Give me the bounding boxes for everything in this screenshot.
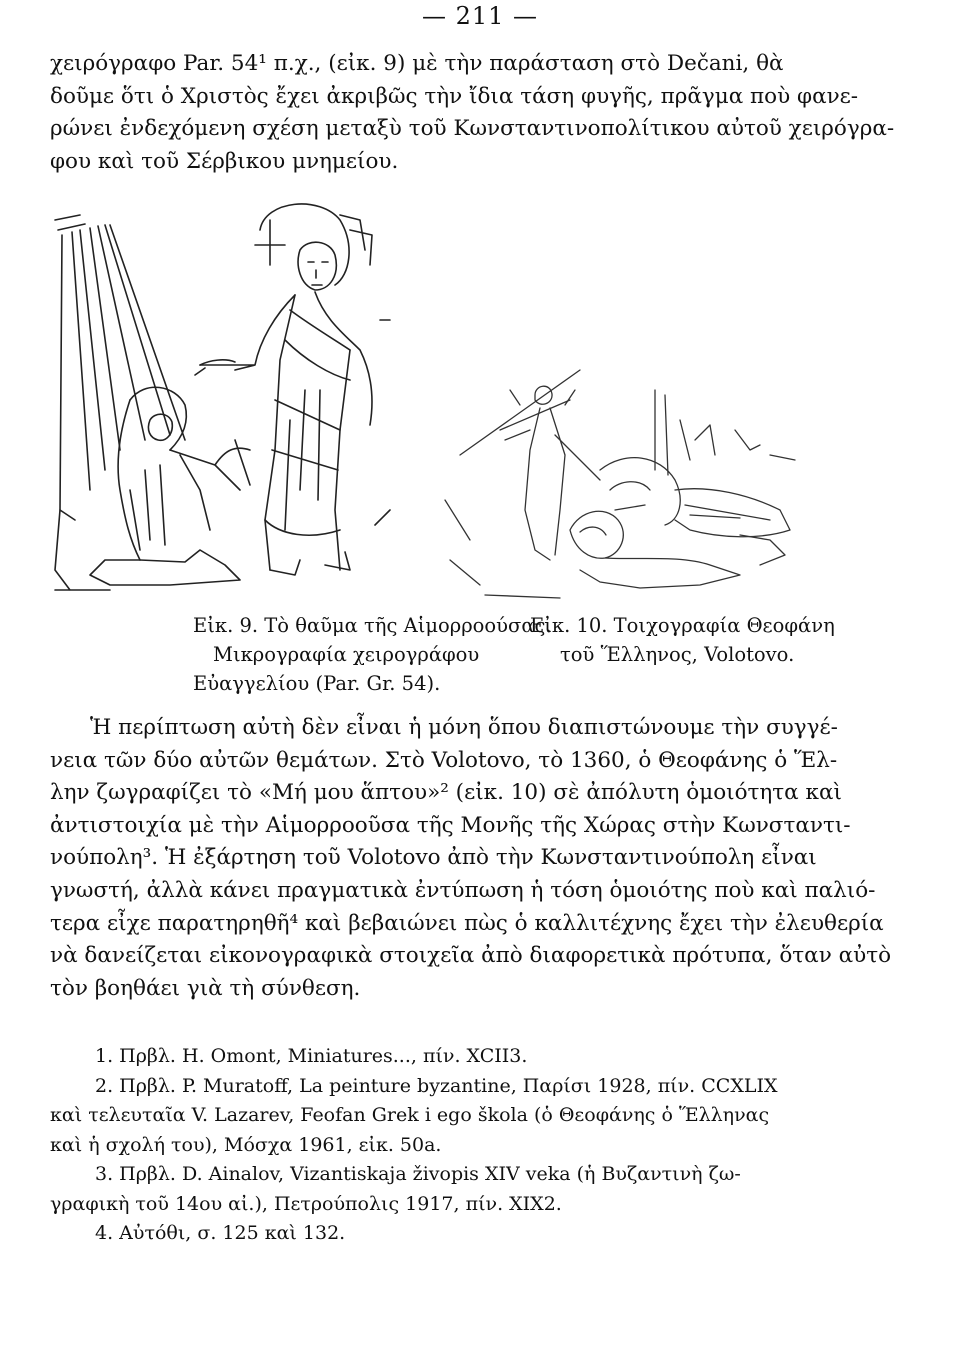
text-line: δοῦμε ὅτι ὁ Χριστὸς ἔχει ἀκριβῶς τὴν ἴδια τάση φυγῆς, πρᾶγμα ποὺ φανε-: [50, 83, 859, 109]
intro-paragraph: [50, 48, 912, 178]
body-paragraph: [50, 712, 912, 1005]
footnote-2-cont: καὶ ἡ σχολή του), Μόσχα 1961, εἰκ. 50a.: [50, 1133, 442, 1156]
caption-line: Εἰκ. 9. Τὸ θαῦμα τῆς Αἱμορροούσας.: [193, 614, 552, 637]
caption-line: Μικρογραφία χειρογράφου: [213, 643, 480, 666]
footnote-1: 1. Πρβλ. H. Omont, Miniatures..., πίν. XCII3.: [95, 1045, 528, 1067]
caption-line: Εὐαγγελίου (Par. Gr. 54).: [193, 672, 441, 695]
footnote-4: 4. Αὐτόθι, σ. 125 καὶ 132.: [95, 1222, 346, 1244]
figure-9-caption: [193, 611, 552, 698]
text-line: νούπολη³. Ἡ ἐξάρτηση τοῦ Volotovo ἀπὸ τὴν Κωνσταντινούπολη εἶναι: [50, 845, 817, 871]
text-line: φου καὶ τοῦ Σέρβικου μνημείου.: [50, 148, 399, 174]
text-line: τερα εἶχε παρατηρηθῆ⁴ καὶ βεβαιώνει πὼς ὁ καλλιτέχνης ἔχει τὴν ἐλευθερία: [50, 910, 884, 936]
footnote-3-cont: γραφικὴ τοῦ 14ου αἰ.), Πετρούπολις 1917, πίν. XIX2.: [50, 1192, 562, 1215]
text-line: νὰ δανείζεται εἰκονογραφικὰ στοιχεῖα ἀπὸ διαφορετικὰ πρότυπα, ὅταν αὐτὸ: [50, 943, 892, 969]
text-line: χειρόγραφο Par. 54¹ π.χ., (εἰκ. 9) μὲ τὴν παράσταση στὸ Dečani, θὰ: [50, 51, 784, 76]
figure-10-drawing: [440, 360, 800, 600]
caption-line: τοῦ Ἕλληνος, Volotovo.: [560, 643, 795, 666]
figure-10-caption: [530, 611, 835, 669]
text-line: γνωστή, ἀλλὰ κάνει πραγματικὰ ἐντύπωση ἡ τόση ὁμοιότης ποὺ καὶ παλιό-: [50, 877, 876, 903]
text-line: τὸν βοηθάει γιὰ τὴ σύνθεση.: [50, 975, 361, 1001]
page-number: — 211 —: [421, 2, 539, 30]
caption-line: Εἰκ. 10. Τοιχογραφία Θεοφάνη: [530, 614, 835, 637]
figure-9-drawing: [50, 190, 400, 600]
footnote-3: 3. Πρβλ. D. Ainalov, Vizantiskaja živopis XIV veka (ἡ Βυζαντινὴ ζω-: [95, 1163, 741, 1185]
text-line: Ἡ περίπτωση αὐτὴ δὲν εἶναι ἡ μόνη ὅπου διαπιστώνουμε τὴν συγγέ-: [90, 715, 838, 740]
text-line: ἀντιστοιχία μὲ τὴν Αἱμορροοῦσα τῆς Μονῆς τῆς Χώρας στὴν Κωνσταντι-: [50, 812, 851, 838]
text-line: λην ζωγραφίζει τὸ «Μή μου ἅπτου»² (εἰκ. 10) σὲ ἀπόλυτη ὁμοιότητα καὶ: [50, 780, 842, 806]
footnotes: [50, 1042, 912, 1249]
footnote-2-cont: καὶ τελευταῖα V. Lazarev, Feofan Grek i ego škola (ὁ Θεοφάνης ὁ Ἕλληνας: [50, 1104, 770, 1126]
text-line: νεια τῶν δύο αὐτῶν θεμάτων. Στὸ Volotovo, τὸ 1360, ὁ Θεοφάνης ὁ Ἕλ-: [50, 747, 838, 773]
text-line: ρώνει ἐνδεχόμενη σχέση μεταξὺ τοῦ Κωνσταντινοπολίτικου αὐτοῦ χειρόγρα-: [50, 116, 895, 142]
footnote-2: 2. Πρβλ. P. Muratoff, La peinture byzantine, Παρίσι 1928, πίν. CCXLIX: [95, 1074, 778, 1097]
